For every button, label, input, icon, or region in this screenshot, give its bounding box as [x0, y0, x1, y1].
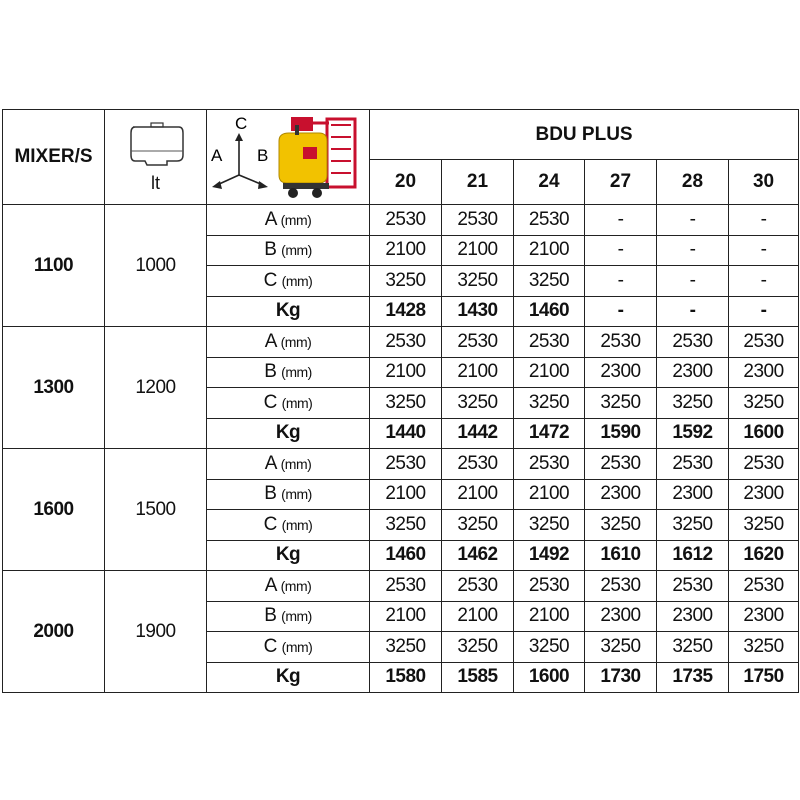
value-cell: 1600	[514, 662, 585, 693]
value-cell: -	[657, 296, 729, 327]
dimension-unit: (mm)	[281, 608, 312, 625]
dimension-label-cell	[207, 296, 370, 327]
value-cell: 1585	[442, 662, 514, 693]
value-cell: -	[585, 205, 657, 236]
value-cell: 2300	[585, 357, 657, 388]
value-cell: 2530	[442, 449, 514, 480]
dimension-label-cell	[207, 388, 370, 419]
dimension-b-label: B	[264, 361, 277, 383]
value-cell: 1600	[729, 418, 799, 449]
dimension-label-cell	[207, 632, 370, 663]
kg-label: Kg	[275, 544, 301, 566]
dimension-a-label: A	[264, 208, 276, 230]
value-cell: 3250	[585, 510, 657, 541]
axis-b-label: B	[257, 145, 269, 165]
tank-outline-icon	[127, 121, 187, 169]
value-cell: 2100	[442, 601, 514, 632]
column-header-2	[514, 160, 585, 205]
table-row	[3, 205, 799, 236]
capacity-unit: lt	[151, 172, 160, 193]
value-cell: 3250	[442, 632, 514, 663]
axis-c-label: C	[235, 113, 248, 133]
dimension-a-label: A	[264, 574, 276, 596]
value-cell: -	[729, 205, 799, 236]
value-cell: 2530	[729, 571, 799, 602]
value-cell: 2300	[729, 357, 799, 388]
value-cell: 3250	[442, 388, 514, 419]
dimension-unit: (mm)	[280, 211, 312, 228]
value-cell: 1620	[729, 540, 799, 571]
value-cell: 3250	[729, 510, 799, 541]
dimension-b-label: B	[264, 239, 277, 261]
capacity-cell: 1900	[105, 571, 207, 693]
value-cell: 2530	[514, 449, 585, 480]
value-cell: 1492	[514, 540, 585, 571]
value-cell: -	[657, 205, 729, 236]
value-cell: 1580	[370, 662, 442, 693]
column-header-0	[370, 160, 442, 205]
dimension-label-cell	[207, 357, 370, 388]
dimension-label-cell	[207, 418, 370, 449]
value-cell: 2530	[514, 327, 585, 358]
model-cell: 1100	[3, 205, 105, 327]
dimension-b-label: B	[264, 605, 277, 627]
column-header-4	[657, 160, 729, 205]
column-label: 27	[609, 171, 632, 192]
value-cell: 2100	[514, 235, 585, 266]
value-cell: 2530	[370, 327, 442, 358]
value-cell: 1590	[585, 418, 657, 449]
value-cell: 1735	[657, 662, 729, 693]
value-cell: 1472	[514, 418, 585, 449]
capacity-cell: 1500	[105, 449, 207, 571]
value-cell: 3250	[370, 388, 442, 419]
table-row	[3, 571, 799, 602]
value-cell: 3250	[442, 266, 514, 297]
value-cell: 1460	[514, 296, 585, 327]
value-cell: -	[585, 266, 657, 297]
value-cell: 3250	[729, 388, 799, 419]
dimension-c-label: C	[263, 635, 277, 657]
dimension-label-cell	[207, 662, 370, 693]
column-label: 20	[394, 171, 417, 192]
value-cell: 2530	[442, 571, 514, 602]
dimension-a-label: A	[264, 330, 276, 352]
dimension-label-cell	[207, 571, 370, 602]
value-cell: 1462	[442, 540, 514, 571]
value-cell: 2530	[585, 327, 657, 358]
dimension-unit: (mm)	[280, 577, 312, 594]
value-cell: 2530	[514, 571, 585, 602]
column-header-3	[585, 160, 657, 205]
value-cell: 2300	[585, 601, 657, 632]
value-cell: 1460	[370, 540, 442, 571]
column-header-1	[442, 160, 514, 205]
capacity-cell: 1000	[105, 205, 207, 327]
value-cell: -	[657, 235, 729, 266]
dimension-label-cell	[207, 540, 370, 571]
mixer-header	[3, 110, 105, 205]
value-cell: 2530	[442, 205, 514, 236]
model-cell: 1300	[3, 327, 105, 449]
value-cell: 2100	[442, 357, 514, 388]
dimension-unit: (mm)	[281, 364, 312, 381]
value-cell: 1610	[585, 540, 657, 571]
value-cell: 1428	[370, 296, 442, 327]
dimension-label-cell	[207, 449, 370, 480]
dimension-unit: (mm)	[281, 638, 313, 655]
value-cell: 2300	[729, 601, 799, 632]
sprayer-machine-icon	[207, 111, 370, 204]
value-cell: 3250	[370, 266, 442, 297]
value-cell: 2530	[729, 327, 799, 358]
column-label: 28	[681, 171, 704, 192]
dimension-b-label: B	[264, 483, 277, 505]
dimension-unit: (mm)	[281, 242, 312, 259]
value-cell: 3250	[585, 632, 657, 663]
value-cell: 3250	[657, 632, 729, 663]
dimension-unit: (mm)	[280, 455, 312, 472]
dimension-unit: (mm)	[281, 516, 313, 533]
value-cell: 2300	[657, 601, 729, 632]
dimension-label-cell	[207, 601, 370, 632]
value-cell: 2100	[370, 235, 442, 266]
value-cell: 2300	[585, 479, 657, 510]
value-cell: 2530	[585, 571, 657, 602]
dimension-label-cell	[207, 479, 370, 510]
dimension-unit: (mm)	[280, 333, 312, 350]
value-cell: 1440	[370, 418, 442, 449]
dimension-c-label: C	[263, 269, 277, 291]
column-header-5	[729, 160, 799, 205]
value-cell: 2530	[585, 449, 657, 480]
kg-label: Kg	[275, 422, 301, 444]
value-cell: -	[585, 296, 657, 327]
value-cell: 2530	[729, 449, 799, 480]
value-cell: 2530	[370, 571, 442, 602]
dimension-label-cell	[207, 510, 370, 541]
value-cell: 3250	[514, 266, 585, 297]
value-cell: 3250	[657, 510, 729, 541]
value-cell: 3250	[370, 510, 442, 541]
capacity-cell: 1200	[105, 327, 207, 449]
dimension-unit: (mm)	[281, 486, 312, 503]
value-cell: 2100	[442, 479, 514, 510]
value-cell: 2100	[370, 357, 442, 388]
value-cell: 2530	[514, 205, 585, 236]
table-row	[3, 449, 799, 480]
value-cell: 3250	[442, 510, 514, 541]
capacity-header	[105, 110, 207, 205]
value-cell: 2100	[514, 479, 585, 510]
value-cell: 3250	[585, 388, 657, 419]
value-cell: 2300	[729, 479, 799, 510]
value-cell: 3250	[514, 510, 585, 541]
value-cell: -	[729, 235, 799, 266]
dimension-c-label: C	[263, 391, 277, 413]
value-cell: 3250	[729, 632, 799, 663]
value-cell: -	[729, 266, 799, 297]
value-cell: 3250	[514, 388, 585, 419]
value-cell: 2530	[370, 205, 442, 236]
value-cell: 1730	[585, 662, 657, 693]
model-cell: 1600	[3, 449, 105, 571]
value-cell: 1442	[442, 418, 514, 449]
value-cell: -	[729, 296, 799, 327]
value-cell: 1430	[442, 296, 514, 327]
value-cell: 1592	[657, 418, 729, 449]
dimension-label-cell	[207, 327, 370, 358]
value-cell: 2100	[514, 357, 585, 388]
brand-header	[370, 110, 799, 160]
value-cell: 3250	[514, 632, 585, 663]
dimension-label-cell	[207, 205, 370, 236]
value-cell: 2100	[442, 235, 514, 266]
value-cell: 2530	[657, 571, 729, 602]
dimension-label-cell	[207, 266, 370, 297]
value-cell: 2530	[370, 449, 442, 480]
value-cell: 3250	[657, 388, 729, 419]
kg-label: Kg	[275, 300, 301, 322]
axis-a-label: A	[211, 145, 223, 165]
value-cell: 1612	[657, 540, 729, 571]
value-cell: 2530	[657, 327, 729, 358]
dimension-c-label: C	[263, 513, 277, 535]
table-row	[3, 327, 799, 358]
brand-label: BDU PLUS	[535, 123, 633, 145]
column-label: 24	[538, 171, 560, 192]
dimension-a-label: A	[264, 452, 276, 474]
dimension-label-cell	[207, 235, 370, 266]
column-label: 30	[752, 171, 775, 192]
machine-header	[207, 110, 370, 205]
dimension-unit: (mm)	[281, 394, 313, 411]
dimension-unit: (mm)	[281, 272, 313, 289]
value-cell: 2300	[657, 479, 729, 510]
value-cell: 1750	[729, 662, 799, 693]
value-cell: -	[657, 266, 729, 297]
value-cell: 2530	[442, 327, 514, 358]
value-cell: 3250	[370, 632, 442, 663]
mixer-label: MIXER/S	[14, 146, 93, 167]
value-cell: 2300	[657, 357, 729, 388]
column-label: 21	[466, 171, 489, 192]
value-cell: 2100	[370, 479, 442, 510]
value-cell: -	[585, 235, 657, 266]
kg-label: Kg	[275, 666, 301, 688]
spec-table	[2, 109, 799, 693]
value-cell: 2100	[370, 601, 442, 632]
value-cell: 2530	[657, 449, 729, 480]
model-cell: 2000	[3, 571, 105, 693]
value-cell: 2100	[514, 601, 585, 632]
